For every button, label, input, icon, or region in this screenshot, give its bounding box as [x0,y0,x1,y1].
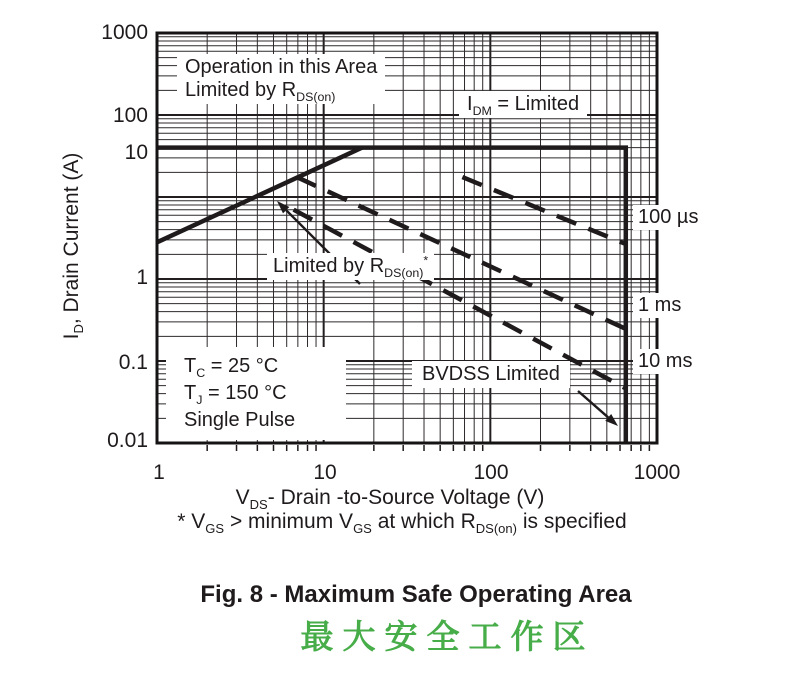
condition-tj-value: = 150 °C [202,382,287,404]
condition-single-pulse: Single Pulse [184,409,296,431]
condition-tc-subscript: C [196,366,206,380]
footnote-sub: DS(on) [475,521,517,537]
series-pulse-100us [462,177,624,244]
y-axis-title-subscript: D [71,324,87,334]
annotation-rdson-subscript: DS(on) [384,266,424,280]
label-1ms: 1 ms [633,293,686,318]
condition-tc-symbol: T [184,355,197,377]
footnote-part: * V [177,510,206,533]
y-axis-title-text: , Drain Current (A) [60,152,83,325]
annotation-rdson-asterisk: * [423,253,429,268]
condition-tc [184,353,334,380]
footnote-part: > minimum V [224,510,354,533]
x-tick-100: 100 [473,461,509,484]
annotation-bvdss-limited: BVDSS Limited [412,361,570,388]
annotation-operation-area [177,54,385,104]
y-tick-100: 100 [112,104,148,127]
footnote-part: is specified [516,510,627,533]
condition-tj-subscript: J [196,393,203,407]
annotation-operation-line2 [185,79,377,102]
y-tick-0p01: 0.01 [107,429,148,452]
y-tick-10: 10 [124,141,148,164]
annotation-idm-symbol: I [467,93,473,115]
annotation-idm-limited [459,91,587,118]
figure-caption-chinese: 最大安全工作区 [300,618,595,655]
annotation-idm-text: = Limited [491,93,580,115]
x-tick-1: 1 [153,461,165,484]
x-tick-10: 10 [313,461,337,484]
footnote-sub: GS [353,521,372,537]
x-axis-title-symbol: V [235,486,250,509]
annotation-operation-line2-sub: DS(on) [296,90,336,104]
x-axis-title-text: - Drain -to-Source Voltage (V) [267,486,545,509]
label-10ms: 10 ms [633,349,697,374]
annotation-operation-line2-text: Limited by R [185,79,297,101]
x-axis-title [90,486,690,513]
condition-tj-symbol: T [184,382,197,404]
annotation-conditions [166,347,346,440]
condition-tc-value: = 25 °C [205,355,279,377]
annotation-rdson-limited [267,253,434,280]
footnote-part: at which R [371,510,476,533]
y-tick-1: 1 [136,266,148,289]
y-tick-1000: 1000 [101,21,148,44]
annotation-rdson-text: Limited by R [273,255,385,277]
y-tick-0p1: 0.1 [118,351,148,374]
y-axis-title [60,152,87,340]
figure-caption: Fig. 8 - Maximum Safe Operating Area [200,581,632,608]
x-axis-title-subscript: DS [249,497,268,513]
condition-tj [184,380,334,407]
footnote [102,510,702,537]
label-100us: 100 µs [633,205,703,230]
annotation-operation-line1: Operation in this Area [185,56,378,78]
y-axis-title-symbol: I [60,333,83,340]
annotation-idm-subscript: DM [472,104,492,118]
x-tick-1000: 1000 [633,461,681,484]
footnote-sub: GS [205,521,225,537]
